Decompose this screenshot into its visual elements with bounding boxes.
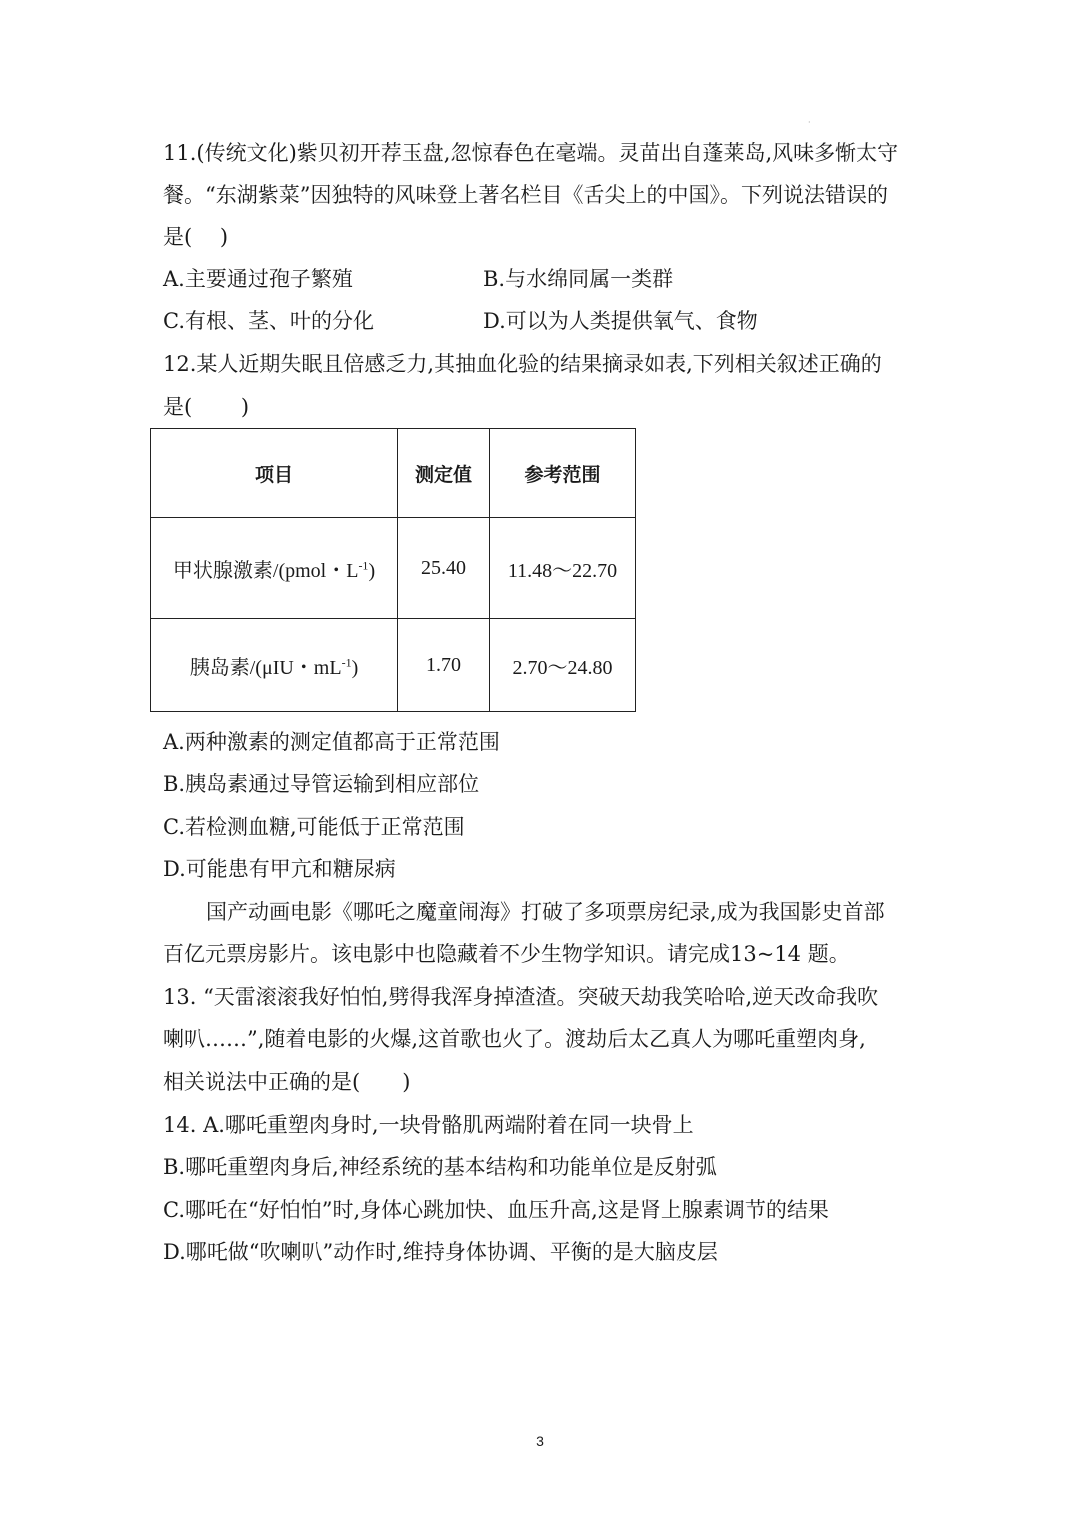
q14-option-c: C.哪吒在“好怕怕”时,身体心跳加快、血压升高,这是肾上腺素调节的结果 (163, 1198, 829, 1222)
header-item: 项目 (151, 429, 398, 518)
q12-option-a: A.两种激素的测定值都高于正常范围 (163, 730, 500, 754)
q11-stem-line-2: 餐。“东湖紫菜”因独特的风味登上著名栏目《舌尖上的中国》。下列说法错误的 (163, 183, 888, 207)
q12-option-b: B.胰岛素通过导管运输到相应部位 (163, 772, 480, 796)
q12-stem-line-1: 12.某人近期失眠且倍感乏力,其抽血化验的结果摘录如表,下列相关叙述正确的 (163, 352, 882, 376)
q11-option-c: C.有根、茎、叶的分化 (163, 309, 374, 333)
q11-options-row-1 (163, 265, 923, 293)
q11-options-row-2 (163, 307, 923, 335)
q13-stem-line-2: 喇叭……”,随着电影的火爆,这首歌也火了。渡劫后太乙真人为哪吒重塑肉身, (163, 1027, 866, 1051)
q11-option-d: D.可以为人类提供氧气、食物 (483, 309, 758, 333)
q14-option-a: 14. A.哪吒重塑肉身时,一块骨骼肌两端附着在同一块骨上 (163, 1113, 694, 1137)
page-number: 3 (536, 1433, 544, 1449)
q11-stem-line-3: 是( ) (163, 225, 229, 249)
q11-stem-line-1: 11.(传统文化)紫贝初开荐玉盘,忽惊春色在毫端。灵苗出自蓬莱岛,风味多惭太守 (163, 141, 899, 165)
row-insulin-range: 2.70～24.80 (490, 619, 636, 712)
row-insulin-item: 胰岛素/(μIU・$mL^{-1}$) (151, 619, 398, 712)
row-thyroid-range: 11.48～22.70 (490, 518, 636, 619)
scan-mark: · (808, 118, 811, 127)
intro-line-1: 国产动画电影《哪吒之魔童闹海》打破了多项票房纪录,成为我国影史首部 (206, 900, 885, 924)
blood-test-table (150, 428, 636, 712)
row-thyroid-value: 25.40 (398, 518, 490, 619)
table-row (151, 619, 636, 712)
q12-option-c: C.若检测血糖,可能低于正常范围 (163, 815, 465, 839)
q14-option-d: D.哪吒做“吹喇叭”动作时,维持身体协调、平衡的是大脑皮层 (163, 1240, 718, 1264)
q12-stem-line-2: 是( ) (163, 395, 250, 419)
q11-option-b: B.与水绵同属一类群 (483, 267, 674, 291)
header-value: 测定值 (398, 429, 490, 518)
q12-option-d: D.可能患有甲亢和糖尿病 (163, 857, 396, 881)
q13-stem-line-1: 13. “天雷滚滚我好怕怕,劈得我浑身掉渣渣。突破天劫我笑哈哈,逆天改命我吹 (163, 985, 879, 1009)
row-thyroid-item: 甲状腺激素/(pmol・$L^{-1}$) (151, 518, 398, 619)
q13-stem-line-3: 相关说法中正确的是( ) (163, 1070, 411, 1094)
table-row (151, 518, 636, 619)
header-range: 参考范围 (490, 429, 636, 518)
q11-option-a: A.主要通过孢子繁殖 (163, 267, 353, 291)
intro-line-2: 百亿元票房影片。该电影中也隐藏着不少生物学知识。请完成13~14 题。 (163, 942, 850, 966)
q14-option-b: B.哪吒重塑肉身后,神经系统的基本结构和功能单位是反射弧 (163, 1155, 717, 1179)
table-header-row (151, 429, 636, 518)
row-insulin-value: 1.70 (398, 619, 490, 712)
